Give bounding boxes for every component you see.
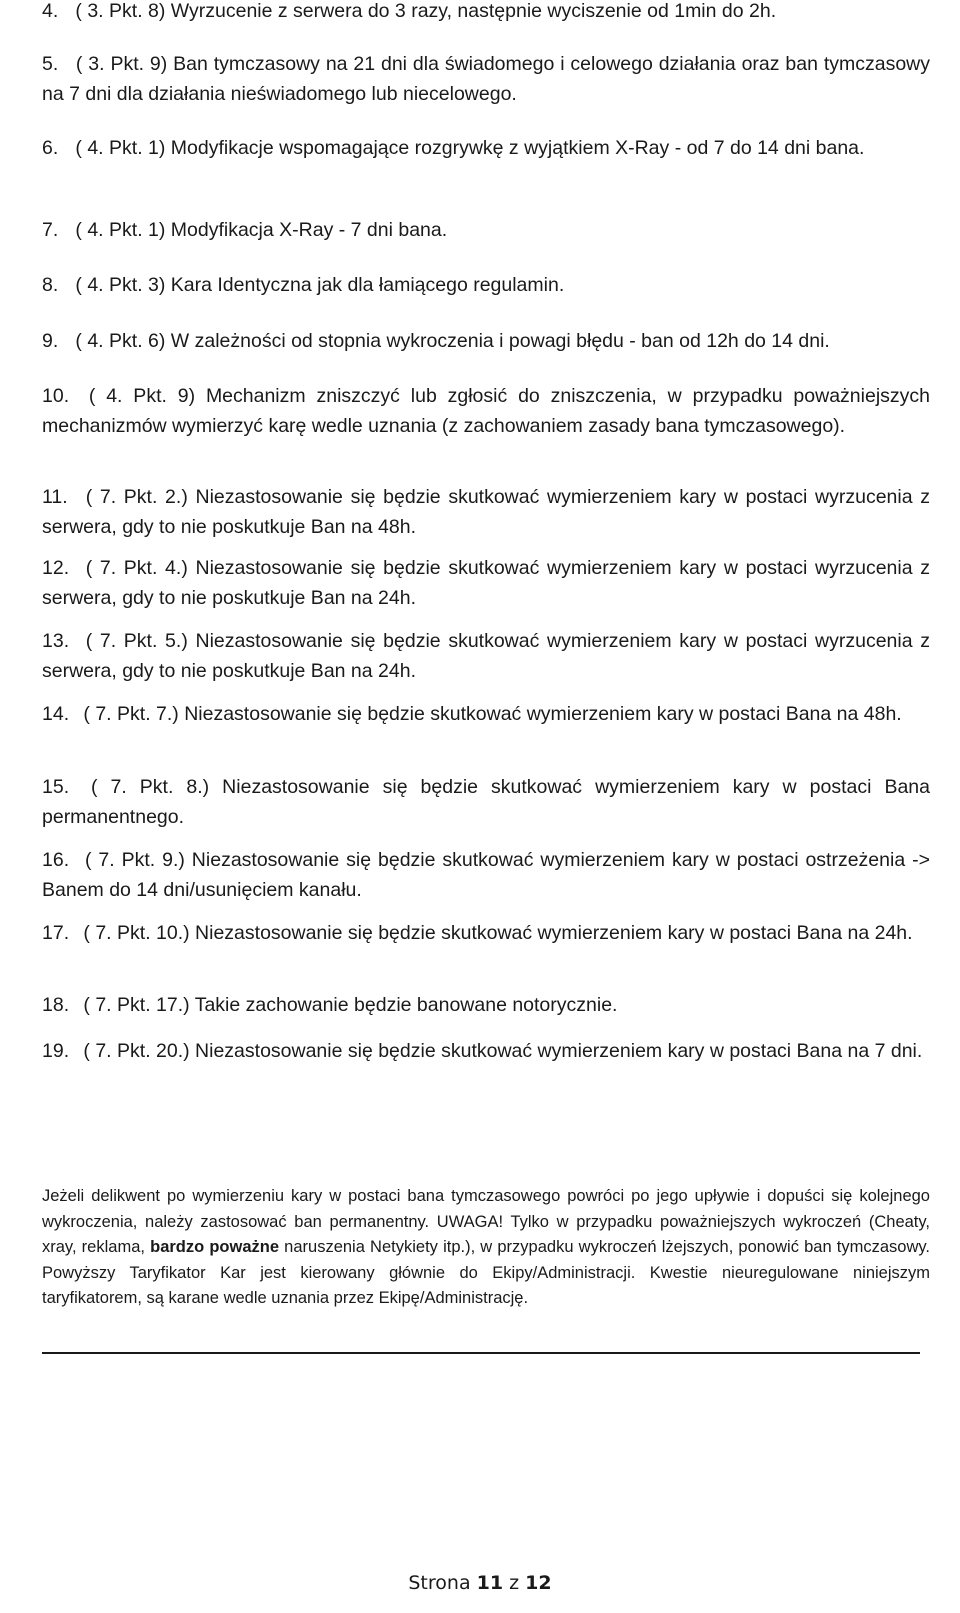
item-text: ( 4. Pkt. 9) Mechanizm zniszczyć lub zgłosić do zniszczenia, w przypadku poważniejszych mechanizmów wymierzyć karę wedle uznania (z zachowaniem zasady bana tymczasowego). [42, 385, 930, 437]
note-paragraph [42, 1184, 930, 1312]
list-item [42, 49, 930, 109]
item-text: ( 7. Pkt. 9.) Niezastosowanie się będzie skutkować wymierzeniem kary w postaci ostrzeżenia -> Banem do 14 dni/usunięciem kanału. [42, 849, 930, 901]
item-number: 8. [42, 274, 59, 296]
list-item [42, 626, 930, 686]
item-text: ( 7. Pkt. 4.) Niezastosowanie się będzie skutkować wymierzeniem kary w postaci wyrzucenia z serwera, gdy to nie poskutkuje Ban na 24h. [42, 557, 930, 609]
item-number: 13. [42, 630, 70, 652]
list-item [42, 553, 930, 613]
item-number: 12. [42, 557, 70, 579]
item-text: ( 7. Pkt. 20.) Niezastosowanie się będzie skutkować wymierzeniem kary w postaci Bana na 7 dni. [83, 1040, 923, 1062]
list-item [42, 1036, 930, 1066]
item-number: 18. [42, 994, 70, 1016]
item-text: ( 4. Pkt. 1) Modyfikacje wspomagające rozgrywkę z wyjątkiem X-Ray - od 7 do 14 dni bana. [75, 137, 865, 159]
note-emphasis: bardzo poważne [150, 1238, 280, 1257]
item-number: 4. [42, 0, 59, 22]
item-text: ( 3. Pkt. 8) Wyrzucenie z serwera do 3 razy, następnie wyciszenie od 1min do 2h. [75, 0, 777, 22]
current-page-number: 11 [476, 1572, 504, 1594]
list-item [42, 381, 930, 441]
list-item [42, 772, 930, 832]
item-number: 16. [42, 849, 70, 871]
total-pages-number: 12 [525, 1572, 552, 1594]
item-text: ( 7. Pkt. 10.) Niezastosowanie się będzie skutkować wymierzeniem kary w postaci Bana na 24h. [83, 922, 913, 944]
list-item [42, 215, 930, 245]
item-text: ( 7. Pkt. 17.) Takie zachowanie będzie banowane notorycznie. [83, 994, 618, 1016]
list-item [42, 845, 930, 905]
list-item [42, 918, 930, 948]
list-item [42, 699, 930, 729]
item-number: 19. [42, 1040, 70, 1062]
list-item [42, 326, 930, 356]
item-number: 9. [42, 330, 59, 352]
item-number: 7. [42, 219, 59, 241]
page-separator: z [509, 1572, 520, 1594]
list-item [42, 0, 930, 26]
horizontal-divider [42, 1352, 920, 1354]
item-text: ( 7. Pkt. 7.) Niezastosowanie się będzie skutkować wymierzeniem kary w postaci Bana na 48h. [83, 703, 902, 725]
item-text: ( 7. Pkt. 8.) Niezastosowanie się będzie skutkować wymierzeniem kary w postaci Bana permanentnego. [42, 776, 930, 828]
item-text: ( 7. Pkt. 5.) Niezastosowanie się będzie skutkować wymierzeniem kary w postaci wyrzucenia z serwera, gdy to nie poskutkuje Ban na 24h. [42, 630, 930, 682]
list-item [42, 133, 930, 163]
list-item [42, 990, 930, 1020]
item-number: 5. [42, 53, 59, 75]
item-text: ( 7. Pkt. 2.) Niezastosowanie się będzie skutkować wymierzeniem kary w postaci wyrzucenia z serwera, gdy to nie poskutkuje Ban na 48h. [42, 486, 930, 538]
item-number: 15. [42, 776, 70, 798]
item-text: ( 4. Pkt. 6) W zależności od stopnia wykroczenia i powagi błędu - ban od 12h do 14 dni. [75, 330, 830, 352]
item-text: ( 4. Pkt. 1) Modyfikacja X-Ray - 7 dni bana. [75, 219, 448, 241]
note-text: Jeżeli delikwent po wymierzeniu kary w postaci bana tymczasowego powróci po jego upływie i dopuści się kolejnego wykroczenia, należy zastosować ban permanentny. UWAGA! Tylko w przypadku poważniejszych wykroczeń (Cheaty, xray, reklama, [42, 1187, 930, 1257]
list-item [42, 482, 930, 542]
page-label: Strona [408, 1572, 471, 1594]
page-footer [0, 1572, 960, 1594]
item-number: 6. [42, 137, 59, 159]
item-number: 11. [42, 486, 68, 508]
item-number: 14. [42, 703, 70, 725]
item-text: ( 3. Pkt. 9) Ban tymczasowy na 21 dni dla świadomego i celowego działania oraz ban tymczasowy na 7 dni dla działania nieświadomego lub niecelowego. [42, 53, 931, 105]
list-item [42, 270, 930, 300]
note-text: naruszenia Netykiety itp.), w przypadku wykroczeń lżejszych, ponowić ban tymczasowy. Powyższy Taryfikator Kar jest kierowany głównie do Ekipy/Administracji. Kwestie nieuregulowane niniejszym taryfikatorem, są karane wedle uznania przez Ekipę/Administrację. [42, 1238, 931, 1308]
item-number: 10. [42, 385, 70, 407]
item-text: ( 4. Pkt. 3) Kara Identyczna jak dla łamiącego regulamin. [75, 274, 565, 296]
item-number: 17. [42, 922, 70, 944]
